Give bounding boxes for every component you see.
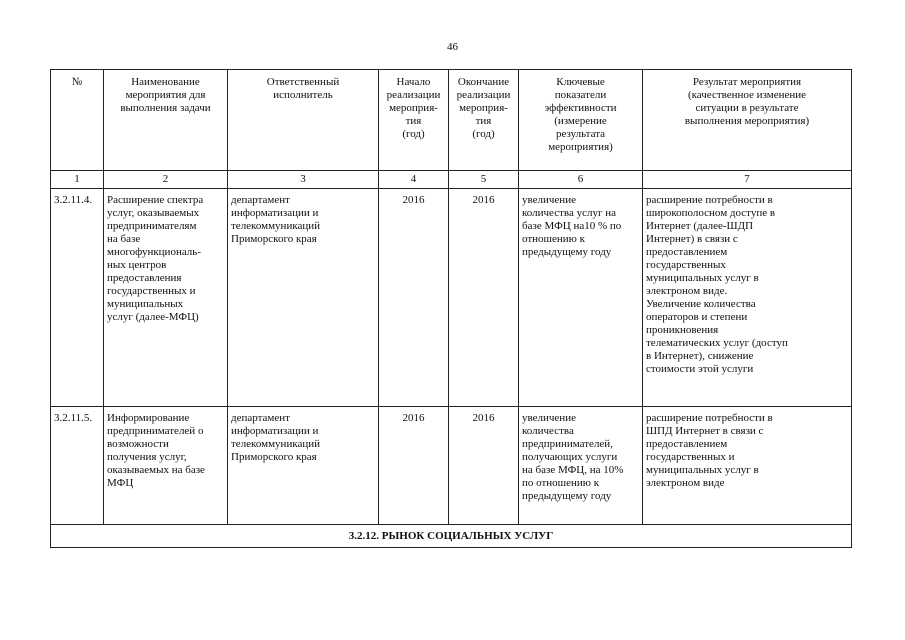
header-cell-start: Начало реализации мероприя- тия (год): [379, 70, 449, 171]
row-indicators: увеличение количества услуг на базе МФЦ на10 % по отношению к предыдущему году: [519, 189, 643, 407]
row-result: расширение потребности в ШПД Интернет в связи с предоставлением государственных и муниципальных услуг в электроном виде: [643, 407, 852, 525]
row-executor: департамент информатизации и телекоммуникаций Приморского края: [228, 407, 379, 525]
measures-table: [50, 69, 852, 548]
column-number: 1: [51, 171, 104, 189]
row-measure-name: Информирование предпринимателей о возможности получения услуг, оказываемых на базе МФЦ: [104, 407, 228, 525]
header-cell-number: №: [51, 70, 104, 171]
row-number: 3.2.11.5.: [51, 407, 104, 525]
column-number: 6: [519, 171, 643, 189]
column-number: 2: [104, 171, 228, 189]
column-number: 3: [228, 171, 379, 189]
table-row: [51, 407, 852, 525]
row-start-year: 2016: [379, 407, 449, 525]
header-cell-indicators: Ключевые показатели эффективности (измерение результата мероприятия): [519, 70, 643, 171]
row-number: 3.2.11.4.: [51, 189, 104, 407]
row-indicators: увеличение количества предпринимателей, получающих услуги на базе МФЦ, на 10% по отношению к предыдущему году: [519, 407, 643, 525]
row-end-year: 2016: [449, 189, 519, 407]
column-number-row: [51, 171, 852, 189]
row-start-year: 2016: [379, 189, 449, 407]
row-executor: департамент информатизации и телекоммуникаций Приморского края: [228, 189, 379, 407]
row-measure-name: Расширение спектра услуг, оказываемых предпринимателям на базе многофункциональ- ных центров предоставления государственных и муниципальных услуг (далее-МФЦ): [104, 189, 228, 407]
page-number: 46: [447, 41, 458, 53]
header-cell-end: Окончание реализации мероприя- тия (год): [449, 70, 519, 171]
column-number: 5: [449, 171, 519, 189]
table-header-row: [51, 70, 852, 171]
header-cell-executor: Ответственный исполнитель: [228, 70, 379, 171]
section-title: 3.2.12. РЫНОК СОЦИАЛЬНЫХ УСЛУГ: [51, 525, 852, 548]
column-number: 7: [643, 171, 852, 189]
header-cell-result: Результат мероприятия (качественное изменение ситуации в результате выполнения мероприятия): [643, 70, 852, 171]
row-end-year: 2016: [449, 407, 519, 525]
header-cell-name: Наименование мероприятия для выполнения задачи: [104, 70, 228, 171]
section-heading-row: [51, 525, 852, 548]
column-number: 4: [379, 171, 449, 189]
row-result: расширение потребности в широкополосном доступе в Интернет (далее-ШДП Интернет) в связи с предоставлением государственных муниципальных услуг в электроном виде. Увеличение количества операторов и степени проникновения телематических услуг (доступ в Интернет), снижение стоимости этой услуги: [643, 189, 852, 407]
table-row: [51, 189, 852, 407]
